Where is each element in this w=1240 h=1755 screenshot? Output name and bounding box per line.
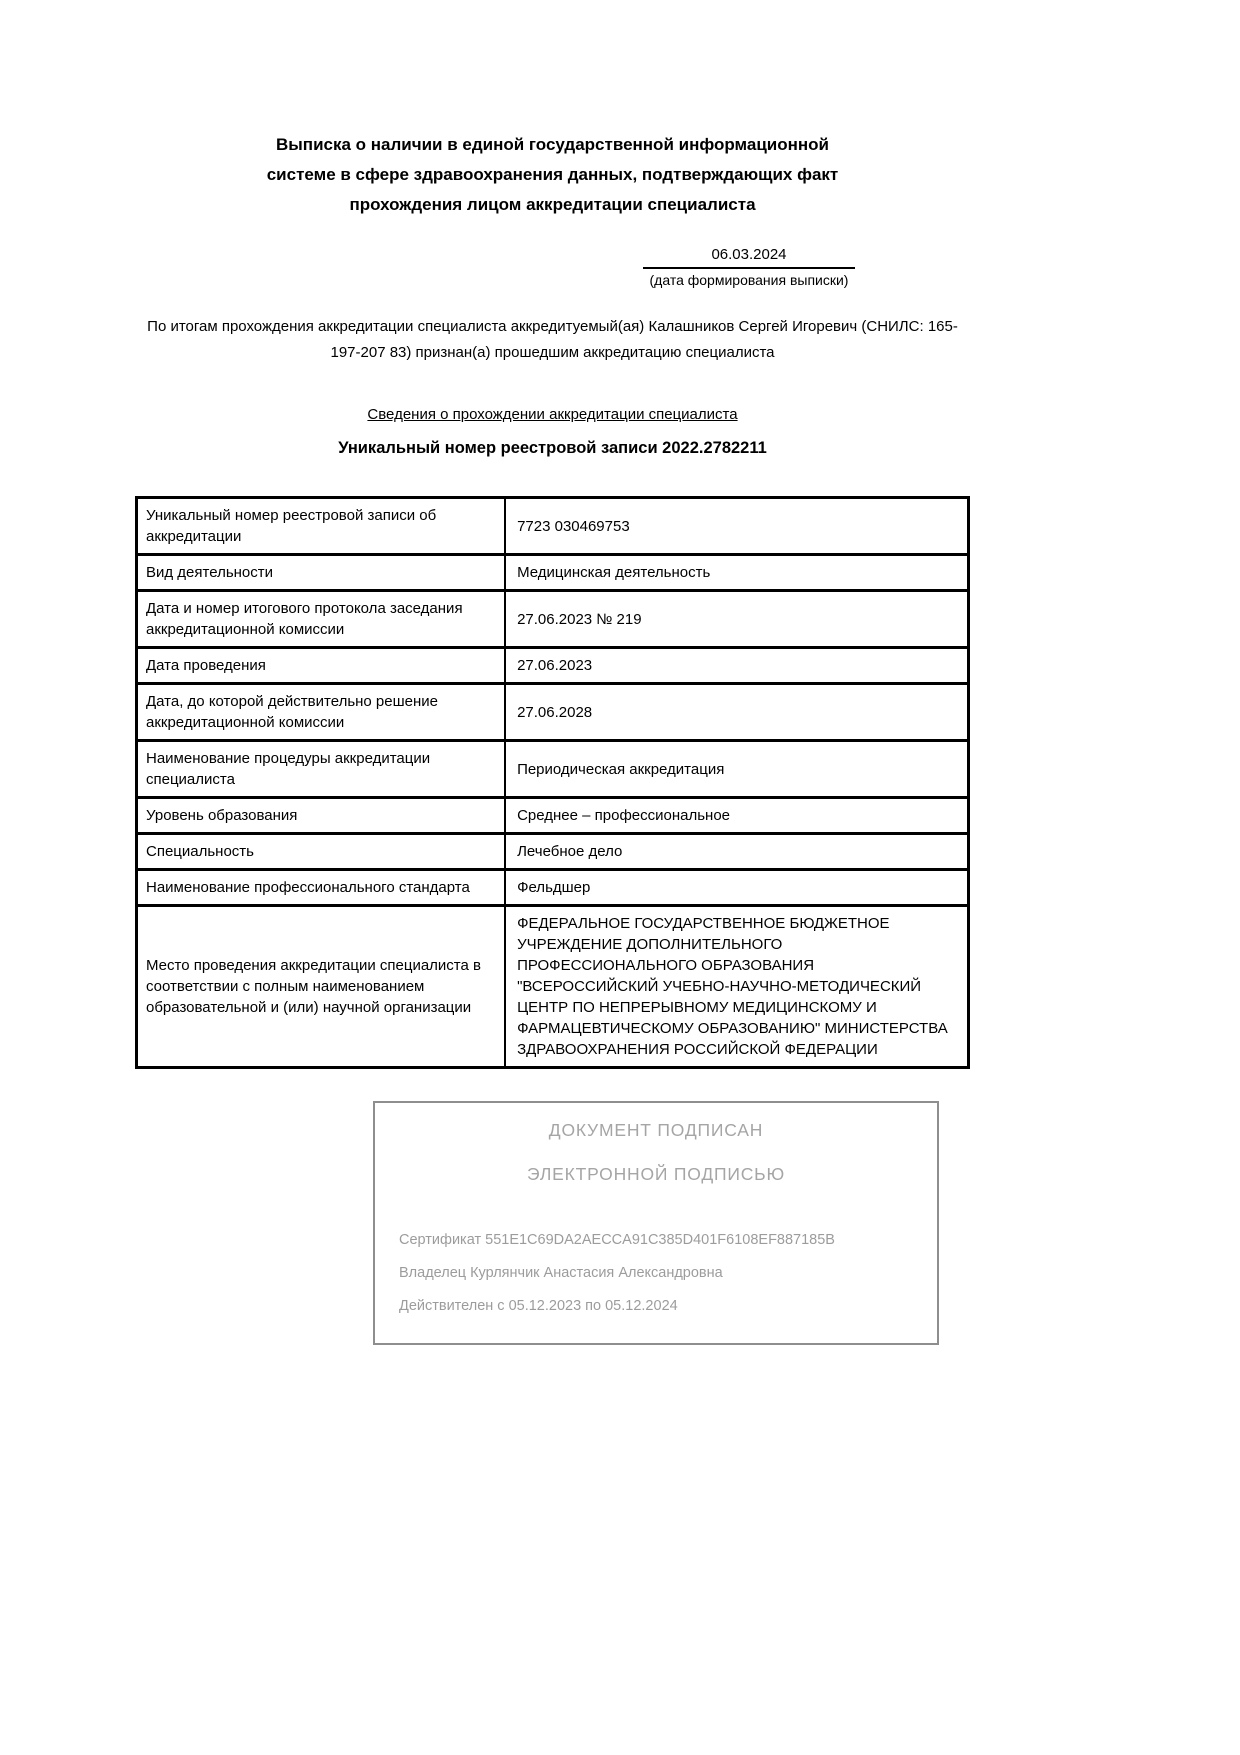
accreditation-table: [135, 496, 970, 1069]
row-value: Лечебное дело: [505, 834, 968, 870]
electronic-signature-stamp: [373, 1101, 939, 1345]
row-label: Наименование профессионального стандарта: [137, 870, 506, 906]
section-heading: Сведения о прохождении аккредитации специалиста: [367, 406, 738, 423]
formation-date: 06.03.2024: [643, 246, 855, 269]
signature-heading-line1: ДОКУМЕНТ ПОДПИСАН: [548, 1120, 764, 1140]
row-label: Вид деятельности: [137, 555, 506, 591]
table-row: [137, 684, 969, 741]
signature-heading-line2: ЭЛЕКТРОННОЙ ПОДПИСЬЮ: [527, 1164, 785, 1184]
row-value: Периодическая аккредитация: [505, 741, 968, 798]
table-row: [137, 834, 969, 870]
table-row: [137, 798, 969, 834]
table-row: [137, 498, 969, 555]
row-value: 27.06.2028: [505, 684, 968, 741]
row-value: Среднее – профессиональное: [505, 798, 968, 834]
row-label: Дата проведения: [137, 648, 506, 684]
signature-owner: Владелец Курлянчик Анастасия Александровна: [399, 1265, 723, 1281]
row-value: Медицинская деятельность: [505, 555, 968, 591]
row-value: 27.06.2023 № 219: [505, 591, 968, 648]
intro-paragraph: По итогам прохождения аккредитации специалиста аккредитуемый(ая) Калашников Сергей Игоревич (СНИЛС: 165-197-207 83) признан(а) прошедшим аккредитацию специалиста: [147, 318, 958, 361]
table-row: [137, 648, 969, 684]
registry-number-heading: Уникальный номер реестровой записи 2022.2782211: [338, 439, 767, 457]
table-row: [137, 870, 969, 906]
row-label: Дата и номер итогового протокола заседания аккредитационной комиссии: [137, 591, 506, 648]
signature-certificate: Сертификат 551E1C69DA2AECCA91C385D401F6108EF887185B: [399, 1232, 835, 1248]
row-label: Наименование процедуры аккредитации специалиста: [137, 741, 506, 798]
row-label: Уровень образования: [137, 798, 506, 834]
row-value: 7723 030469753: [505, 498, 968, 555]
row-label: Дата, до которой действительно решение аккредитационной комиссии: [137, 684, 506, 741]
formation-date-caption: (дата формирования выписки): [649, 272, 849, 288]
signature-validity: Действителен с 05.12.2023 по 05.12.2024: [399, 1298, 678, 1314]
row-value: Фельдшер: [505, 870, 968, 906]
row-value: 27.06.2023: [505, 648, 968, 684]
row-label: Уникальный номер реестровой записи об аккредитации: [137, 498, 506, 555]
document-title: Выписка о наличии в единой государственной информационной системе в сфере здравоохранения данных, подтверждающих факт прохождения лицом аккредитации специалиста: [266, 135, 839, 214]
table-row: [137, 741, 969, 798]
formation-date-block: [643, 246, 855, 288]
table-row: [137, 906, 969, 1068]
signature-details: [375, 1232, 937, 1314]
document-page: [135, 0, 970, 1345]
row-label: Специальность: [137, 834, 506, 870]
row-label: Место проведения аккредитации специалиста в соответствии с полным наименованием образовательной и (или) научной организации: [137, 906, 506, 1068]
row-value: ФЕДЕРАЛЬНОЕ ГОСУДАРСТВЕННОЕ БЮДЖЕТНОЕ УЧРЕЖДЕНИЕ ДОПОЛНИТЕЛЬНОГО ПРОФЕССИОНАЛЬНОГО ОБРАЗОВАНИЯ "ВСЕРОССИЙСКИЙ УЧЕБНО-НАУЧНО-МЕТОДИЧЕСКИЙ ЦЕНТР ПО НЕПРЕРЫВНОМУ МЕДИЦИНСКОМУ И ФАРМАЦЕВТИЧЕСКОМУ ОБРАЗОВАНИЮ" МИНИСТЕРСТВА ЗДРАВООХРАНЕНИЯ РОССИЙСКОЙ ФЕДЕРАЦИИ: [505, 906, 968, 1068]
table-row: [137, 555, 969, 591]
table-row: [137, 591, 969, 648]
